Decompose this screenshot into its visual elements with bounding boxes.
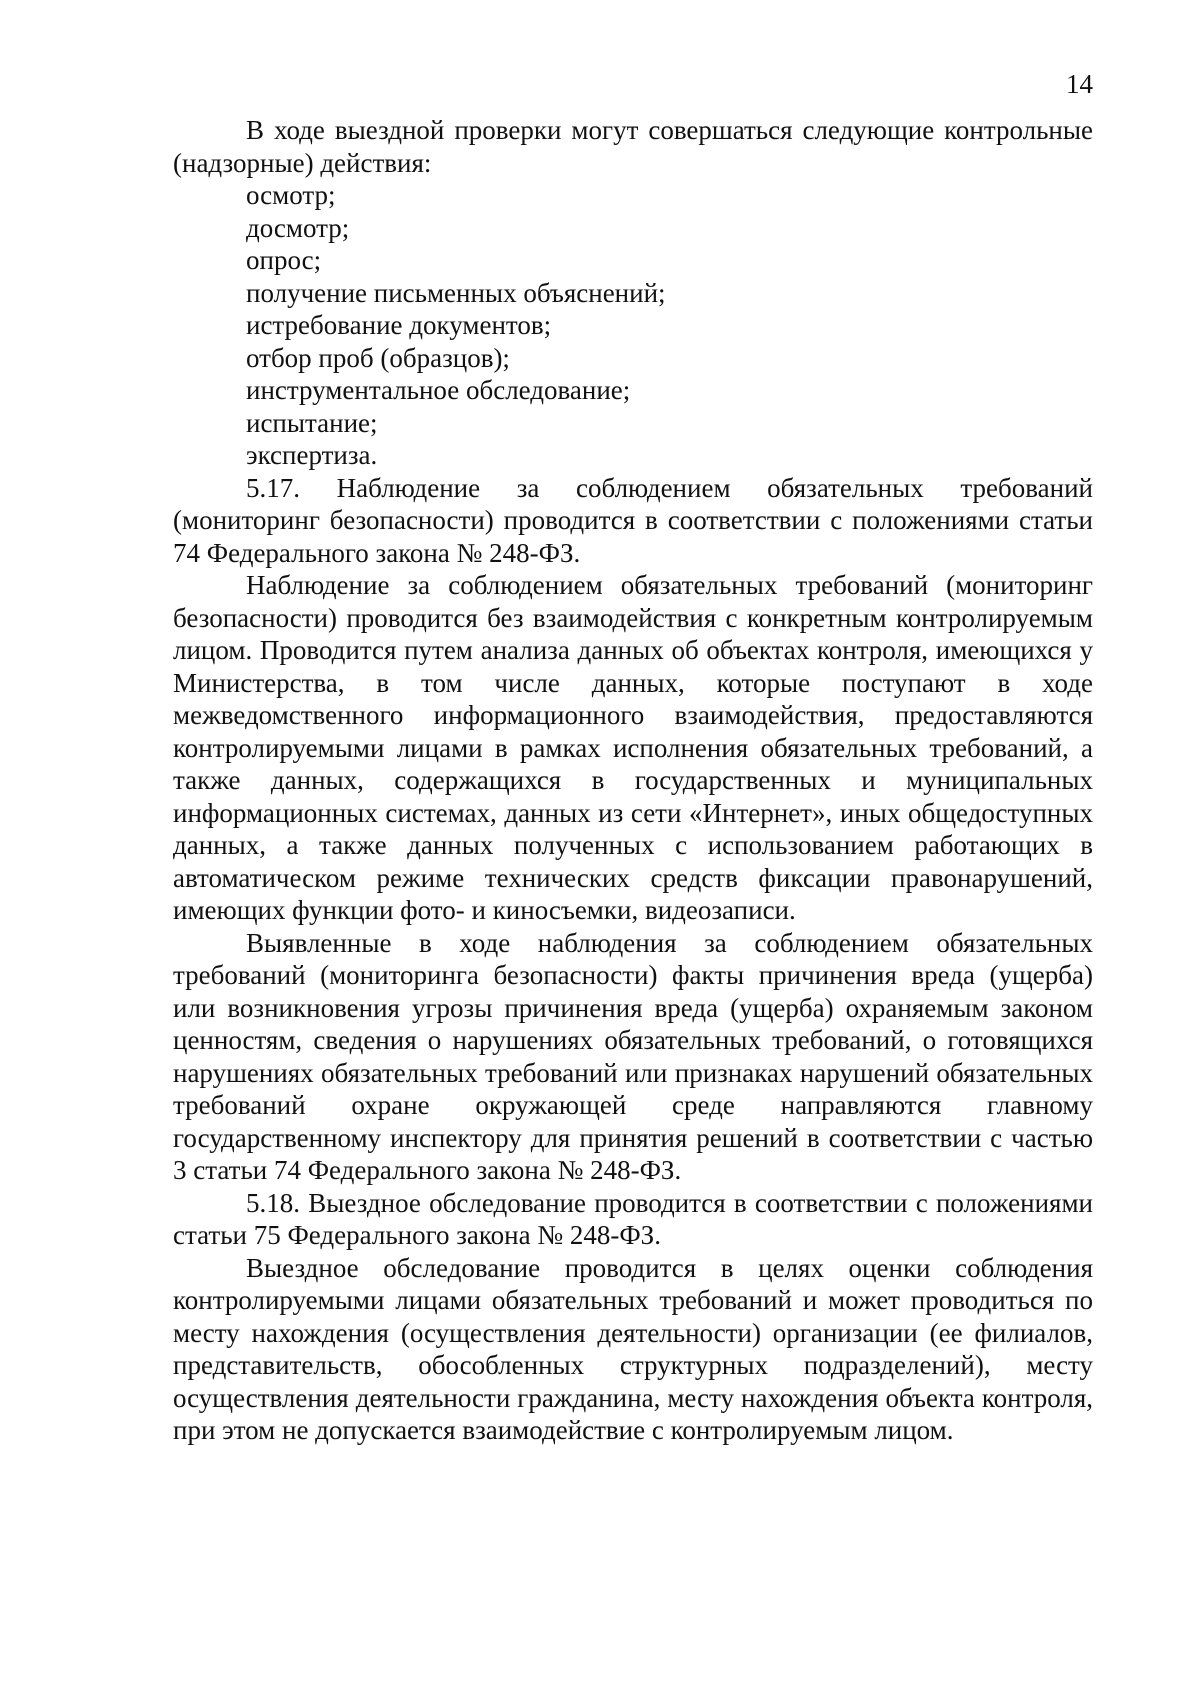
monitoring-description-paragraph: Наблюдение за соблюдением обязательных требований (мониторинг безопасности) проводится без взаимодействия с конкретным контролируемым лицом. Проводится путем анализа данных об объектах контроля, имеющихся у Министерства, в том числе данных, которые поступают в ходе межведомственного информационного взаимодействия, предоставляются контролируемыми лицами в рамках исполнения обязательных требований, а также данных, содержащихся в государственных и муниципальных информационных системах, данных из сети «Интернет», иных общедоступных данных, а также данных полученных с использованием работающих в автоматическом режиме технических средств фиксации правонарушений, имеющих функции фото- и киносъемки, видеозаписи. [173, 570, 1093, 925]
field-inspection-paragraph: Выездное обследование проводится в целях оценки соблюдения контролируемыми лицами обязательных требований и может проводиться по месту нахождения (осуществления деятельности) организации (ее филиалов, представительств, обособленных структурных подразделений), месту осуществления деятельности гражданина, месту нахождения объекта контроля, при этом не допускается взаимодействие с контролируемым лицом. [173, 1252, 1093, 1445]
section-5-17-paragraph: 5.17. Наблюдение за соблюдением обязательных требований (мониторинг безопасности) проводится в соответствии с положениями статьи 74 Федерального закона № 248-ФЗ. [173, 472, 1093, 568]
list-item: опрос; [246, 245, 322, 275]
detected-violations-paragraph: Выявленные в ходе наблюдения за соблюдением обязательных требований (мониторинга безопасности) факты причинения вреда (ущерба) или возникновения угрозы причинения вреда (ущерба) охраняемым законом ценностям, сведения о нарушениях обязательных требований, о готовящихся нарушениях обязательных требований или признаках нарушений обязательных требований охране окружающей среде направляются главному государственному инспектору для принятия решений в соответствии с частью 3 статьи 74 Федерального закона № 248-ФЗ. [173, 927, 1093, 1185]
list-item: досмотр; [246, 212, 350, 243]
list-item: истребование документов; [246, 310, 552, 340]
page-number: 14 [1066, 69, 1093, 99]
list-item: получение письменных объяснений; [246, 277, 666, 308]
list-item: испытание; [246, 407, 378, 438]
section-5-18-paragraph: 5.18. Выездное обследование проводится в соответствии с положениями статьи 75 Федерального закона № 248-ФЗ. [173, 1187, 1093, 1250]
control-actions-list [173, 179, 1093, 472]
list-item: экспертиза. [246, 440, 378, 470]
list-item: отбор проб (образцов); [246, 342, 510, 373]
document-body [173, 114, 1093, 1447]
intro-paragraph: В ходе выездной проверки могут совершаться следующие контрольные (надзорные) действия: [173, 115, 1093, 178]
list-item: осмотр; [246, 180, 336, 210]
list-item: инструментальное обследование; [246, 375, 631, 405]
